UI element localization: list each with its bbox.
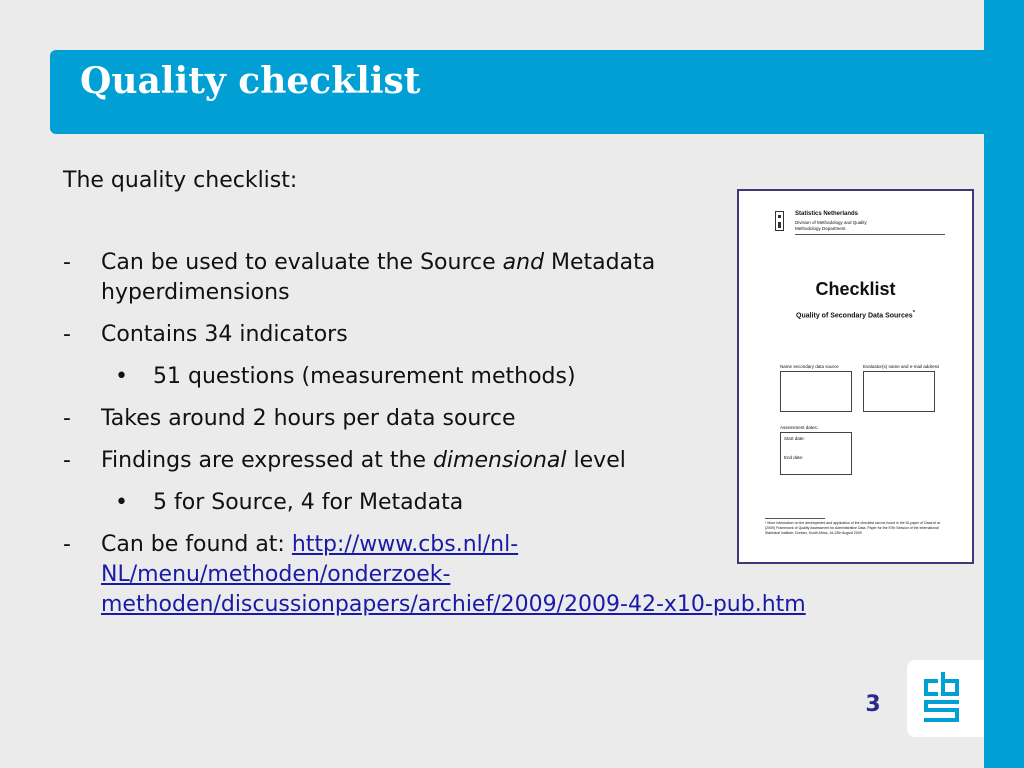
checklist-link[interactable]: http://www.cbs.nl/nl-NL/menu/methoden/onderzoek-methoden/discussionpapers/archief/2009/2009-42-x10-pub.htm bbox=[101, 532, 806, 617]
dash-marker: - bbox=[63, 406, 71, 431]
logo-panel bbox=[907, 660, 984, 737]
thumbnail-org: Statistics Netherlands bbox=[795, 211, 859, 217]
checklist-thumbnail bbox=[737, 189, 974, 564]
thumbnail-field-evaluators-label: Evaluator(s) name and e-mail address bbox=[863, 364, 940, 369]
right-accent-bar bbox=[984, 0, 1024, 768]
cbs-logo-icon bbox=[923, 672, 961, 724]
thumbnail-division: Division of Methodology and Quality bbox=[795, 220, 867, 225]
list-item: - Can be used to evaluate the Source and Metadata hyperdimensions bbox=[63, 250, 656, 305]
thumbnail-footnote-rule bbox=[765, 518, 825, 519]
thumbnail-field-dates-box bbox=[780, 432, 852, 475]
thumbnail-department: Methodology Department bbox=[795, 226, 846, 231]
intro-text: The quality checklist: bbox=[63, 168, 298, 193]
sub-list-item: • 51 questions (measurement methods) bbox=[63, 362, 823, 392]
dash-marker: - bbox=[63, 250, 71, 275]
thumbnail-title: Checklist bbox=[815, 279, 896, 299]
title-bar bbox=[50, 50, 984, 134]
list-item: - Findings are expressed at the dimensional level bbox=[63, 446, 823, 476]
list-item: - Contains 34 indicators bbox=[63, 320, 823, 350]
dash-marker: - bbox=[63, 532, 71, 557]
list-item: - Takes around 2 hours per data source bbox=[63, 404, 823, 434]
thumbnail-field-evaluators-box bbox=[863, 371, 935, 412]
bullet-marker: • bbox=[115, 364, 128, 389]
thumbnail-divider bbox=[795, 234, 945, 235]
page-number: 3 bbox=[865, 692, 881, 717]
thumbnail-field-dates-label: Assessment dates: bbox=[780, 425, 819, 430]
bullet-marker: • bbox=[115, 490, 128, 515]
list-item: - Can be found at: http://www.cbs.nl/nl-NL/menu/methoden/onderzoek-methoden/discussionpapers/archief/2009/2009-42-x10-pub.htm bbox=[63, 532, 806, 617]
thumbnail-field-source-box bbox=[780, 371, 852, 412]
dash-marker: - bbox=[63, 322, 71, 347]
sub-list-item: • 5 for Source, 4 for Metadata bbox=[63, 488, 823, 518]
thumbnail-field-source-label: Name secondary data source bbox=[780, 364, 839, 369]
slide-body bbox=[63, 166, 823, 632]
slide-title: Quality checklist bbox=[80, 60, 421, 102]
thumbnail-end-date: End date: bbox=[784, 455, 804, 460]
thumbnail-subtitle: Quality of Secondary Data Sources* bbox=[796, 310, 915, 320]
statistics-netherlands-logo-icon bbox=[775, 211, 784, 231]
thumbnail-start-date: Start date: bbox=[784, 436, 805, 441]
thumbnail-footnote: * More information on the development and application of the checklist can be found in the DI-paper of Daas et al. (2009) Framework of Quality Assessment for Administrative Data. Paper for the 57th Session of the International Statistical Institute, Durban, South Africa, 16-22th August 2009 bbox=[765, 521, 941, 535]
dash-marker: - bbox=[63, 448, 71, 473]
